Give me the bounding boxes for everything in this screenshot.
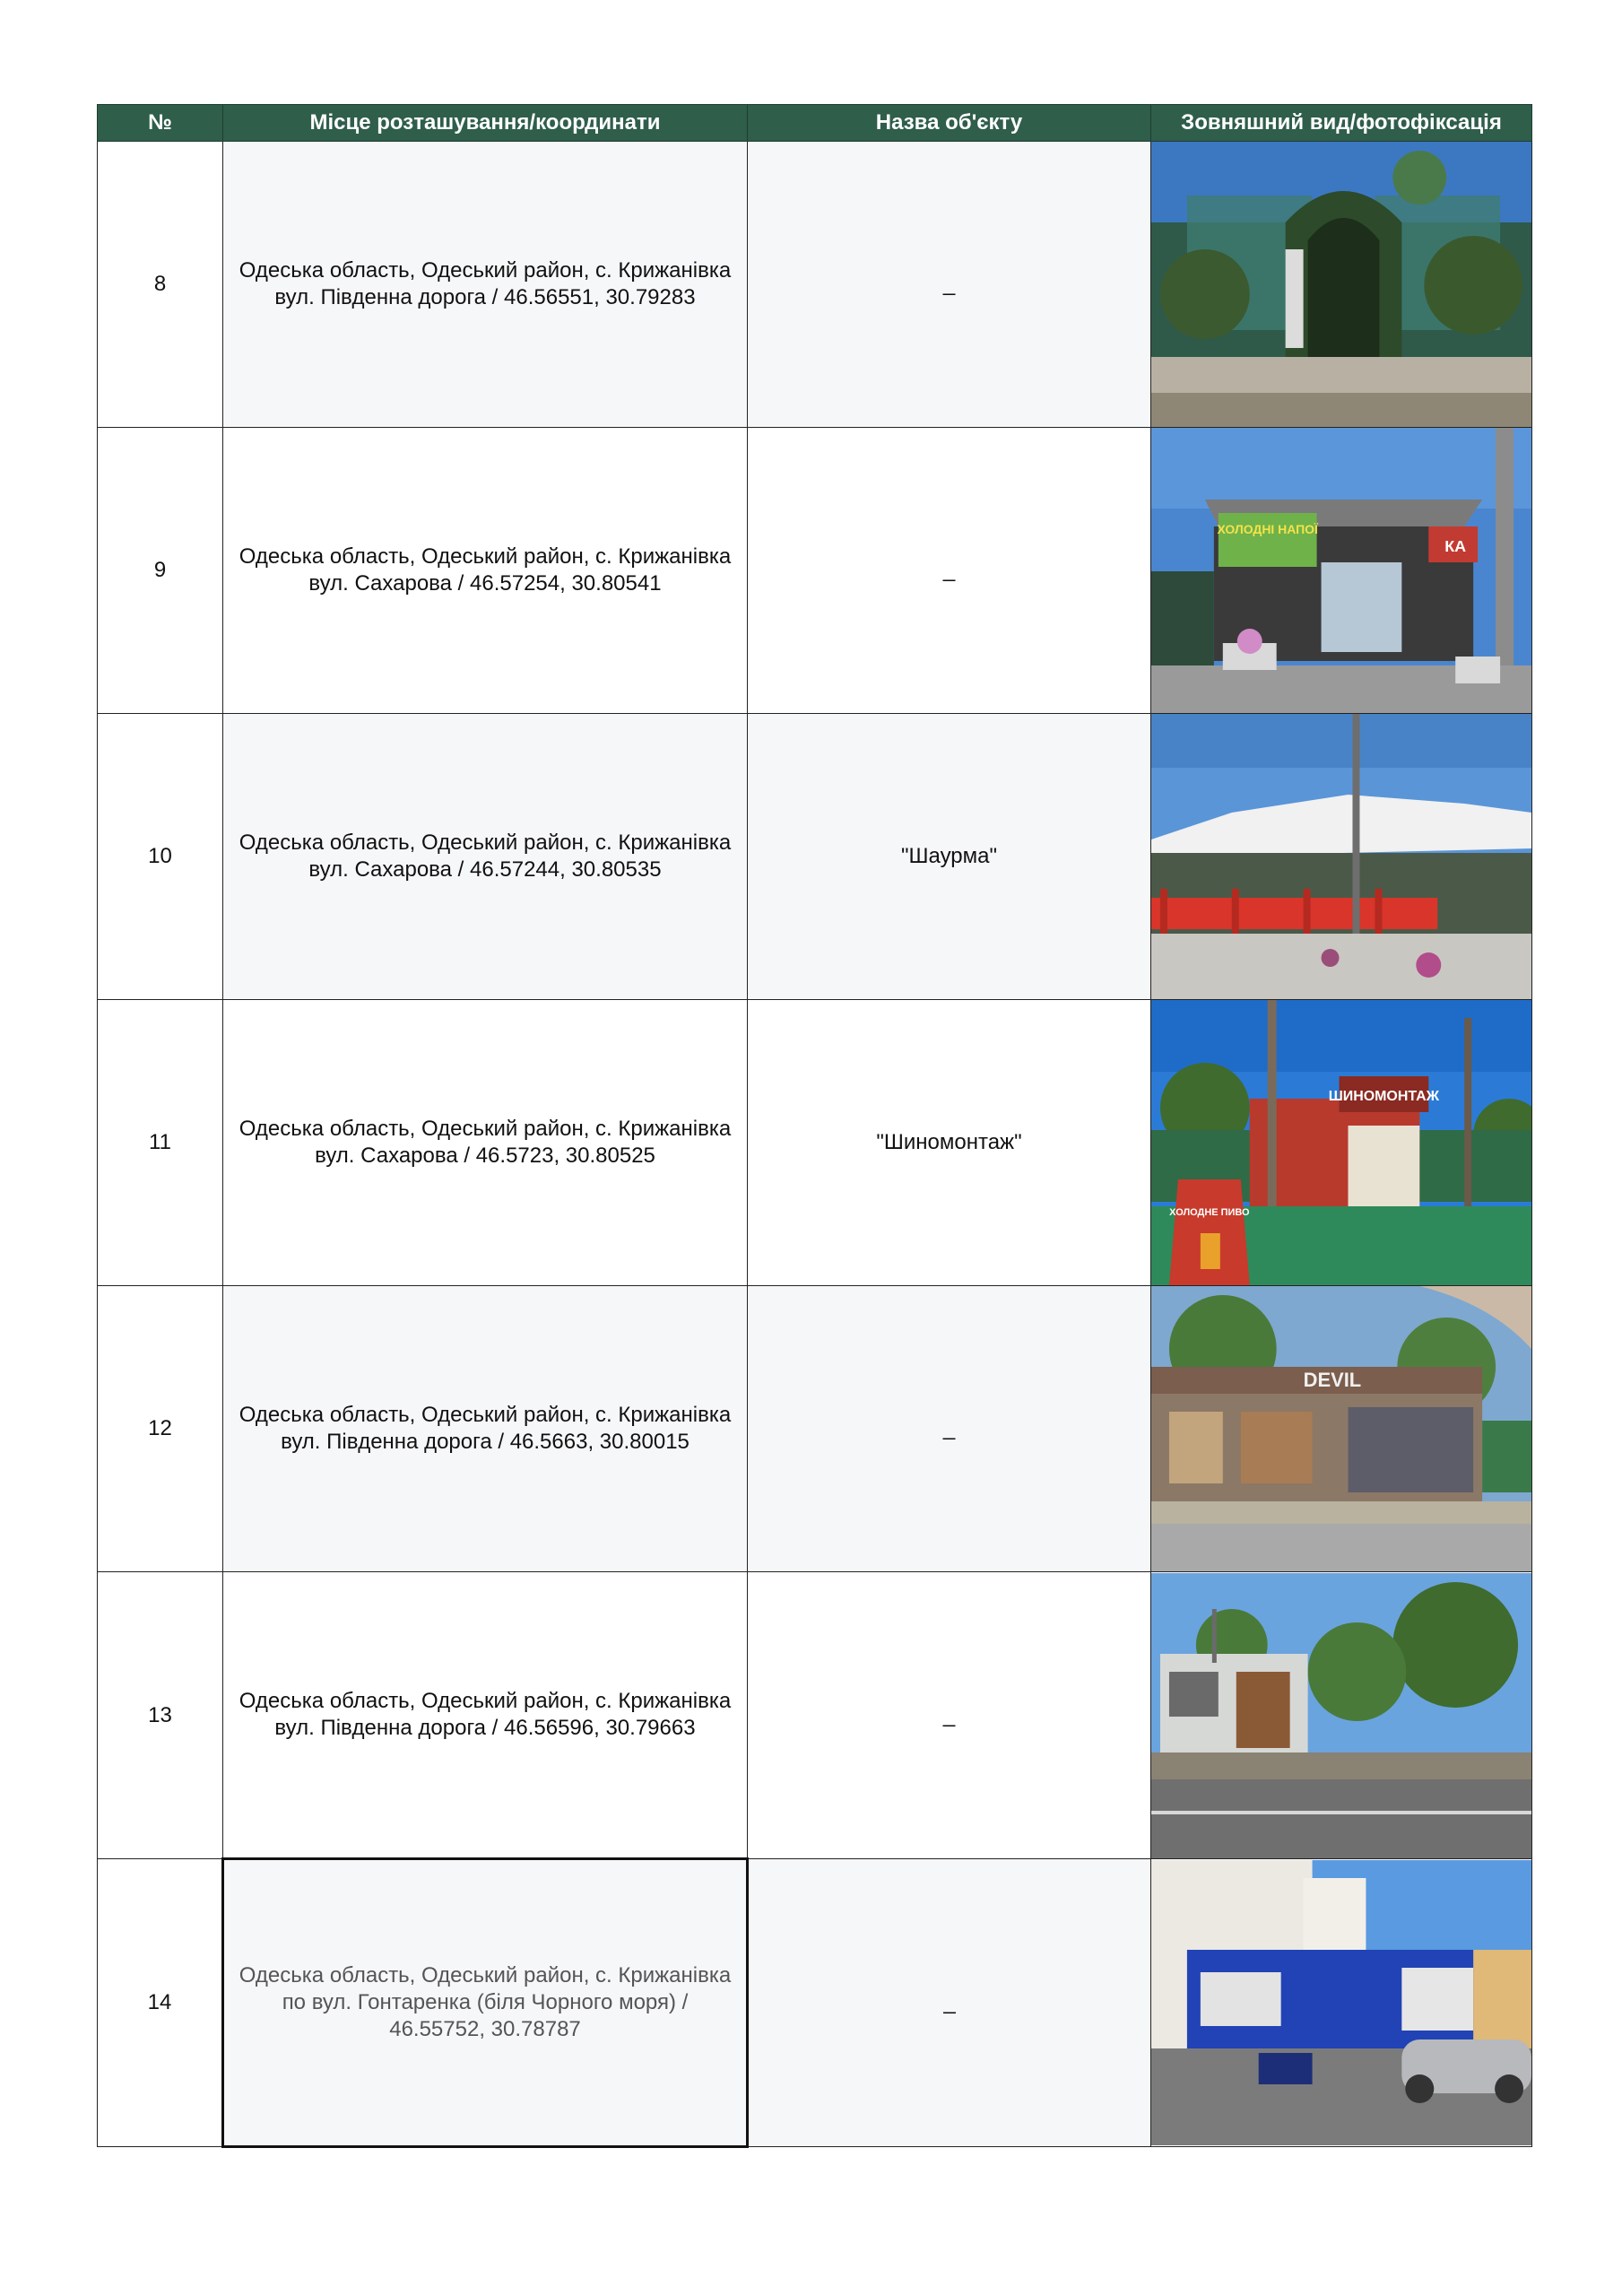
row-location: Одеська область, Одеський район, с. Крижанівка вул. Південна дорога / 46.5663, 30.80015 [223, 1286, 748, 1572]
row-photo-cell [1151, 1286, 1532, 1572]
table-row [98, 1859, 1532, 2147]
kiosk-banner-text: ХОЛОДНІ НАПОЇ [1217, 521, 1318, 537]
row-object-name: _ [748, 142, 1151, 428]
row-location: Одеська область, Одеський район, с. Крижанівка вул. Сахарова / 46.57254, 30.80541 [223, 428, 748, 714]
header-number: № [98, 105, 223, 142]
row-object-name: _ [748, 428, 1151, 714]
row-photo-cell [1151, 714, 1532, 1000]
table-row [98, 428, 1532, 714]
kiosk-drinks-photo [1151, 428, 1531, 713]
graffiti-tag-text: DEVIL [1303, 1368, 1362, 1392]
table-row [98, 1000, 1532, 1286]
row-object-name: "Шиномонтаж" [748, 1000, 1151, 1286]
row-number: 13 [98, 1572, 223, 1859]
tire-sign-text: ШИНОМОНТАЖ [1328, 1088, 1440, 1105]
row-number: 10 [98, 714, 223, 1000]
row-photo-cell [1151, 142, 1532, 428]
row-location: Одеська область, Одеський район, с. Крижанівка вул. Сахарова / 46.57244, 30.80535 [223, 714, 748, 1000]
table-row [98, 1572, 1532, 1859]
header-location: Місце розташування/координати [223, 105, 748, 142]
row-object-name: _ [748, 1572, 1151, 1859]
row-photo-cell [1151, 1000, 1532, 1286]
objects-table [97, 104, 1532, 2148]
roadside-booth-photo [1151, 1573, 1531, 1858]
table-row [98, 142, 1532, 428]
row-number: 14 [98, 1859, 223, 2147]
graffiti-kiosk-photo [1151, 1286, 1531, 1571]
row-number: 8 [98, 142, 223, 428]
tire-service-photo [1151, 1000, 1531, 1285]
row-photo-cell [1151, 428, 1532, 714]
row-number: 11 [98, 1000, 223, 1286]
row-location: Одеська область, Одеський район, с. Крижанівка вул. Південна дорога / 46.56596, 30.79663 [223, 1572, 748, 1859]
table-row [98, 714, 1532, 1000]
row-object-name: "Шаурма" [748, 714, 1151, 1000]
row-photo-cell [1151, 1859, 1532, 2147]
beer-sign-text: ХОЛОДНЕ ПИВО [1169, 1206, 1250, 1219]
row-object-name: _ [748, 1286, 1151, 1572]
table-row [98, 1286, 1532, 1572]
canopy-cafe-photo [1151, 714, 1531, 999]
greenhouse-arch-photo [1151, 142, 1531, 427]
row-photo-cell [1151, 1572, 1532, 1859]
row-location: Одеська область, Одеський район, с. Крижанівка вул. Південна дорога / 46.56551, 30.79283 [223, 142, 748, 428]
header-object-name: Назва об'єкту [748, 105, 1151, 142]
row-number: 9 [98, 428, 223, 714]
row-location: Одеська область, Одеський район, с. Крижанівка по вул. Гонтаренка (біля Чорного моря) / 46.55752, 30.78787 [223, 1859, 748, 2147]
header-photo: Зовняшний вид/фотофіксація [1151, 105, 1532, 142]
row-number: 12 [98, 1286, 223, 1572]
blue-container-photo [1151, 1860, 1531, 2145]
kiosk-side-text: КА [1444, 536, 1467, 556]
table-header-row [98, 105, 1532, 142]
row-location: Одеська область, Одеський район, с. Крижанівка вул. Сахарова / 46.5723, 30.80525 [223, 1000, 748, 1286]
row-object-name: _ [748, 1859, 1151, 2147]
